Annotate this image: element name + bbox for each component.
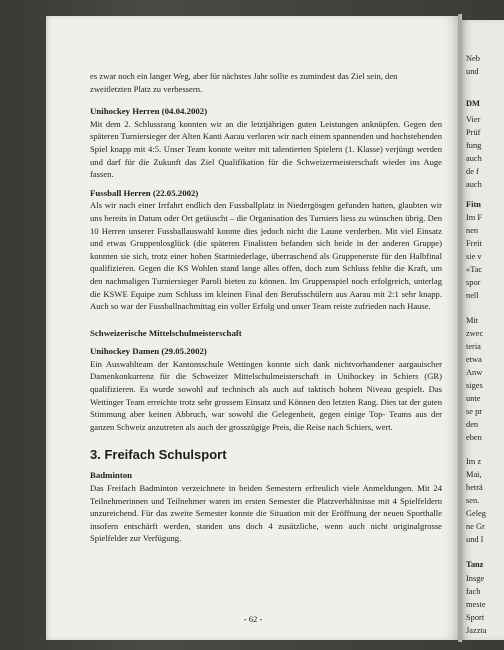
right-page-line: sie v <box>466 252 482 261</box>
right-page-line: ne Gr <box>466 522 485 531</box>
right-page-line: Anw <box>466 368 483 377</box>
right-page-line: Im z <box>466 457 482 466</box>
paragraph-unihockey-damen: Ein Auswahlteam der Kantonsschule Wettingen konnte sich dank nichtvorhandener aargauischer Damenkonkurrenz für die Schweizer Mittelschulmeisterschaft in Unihockey in Schiers (GR) qualifizieren. Es wurde sowohl auf technisch als auch auf taktisch hohem Niveau gespielt. Das Wettinger Team erreichte trotz sehr grossem Einsatz und Können den letzten Rang. Dies tat der guten Stimmung aber keinen Abbruch, war sowohl die Gelegenheit, gegen einige Top- Teams aus der ganzen Schweiz anzutreten als auch der grosszügige Preis, die Reise nach Schiers, wert. <box>90 358 442 432</box>
right-page-line: und <box>466 67 479 76</box>
chapter-heading: 3. Freifach Schulsport <box>90 447 227 463</box>
right-page-line: teria <box>466 342 481 351</box>
right-page-line: Im F <box>466 213 483 222</box>
section-heading-unihockey-herren: Unihockey Herren (04.04.2002) <box>90 106 208 117</box>
paragraph-unihockey-herren: Mit dem 2. Schlussrang konnten wir an die letztjährigen guten Leistungen anknüpfen. Gegen den späteren Turniersieger der Alten Kanti Aarau verloren wir nach einem spannenden und hochstehenden Spiel knapp mit 4:5. Unser Team konnte weiter mit talentierten Spielern (1. Klasse) verjüngt werden und darf für die Zukunft das Ziel Qualifikation für die Schweizermeisterschaft wieder ins Auge fassen. <box>90 118 442 180</box>
right-page-line: spor <box>466 278 481 287</box>
right-page-line: zwec <box>466 329 484 338</box>
intro-line-1: es zwar noch ein langer Weg, aber für nächstes Jahr sollte es zumindest das Ziel sein, den <box>90 71 398 81</box>
right-page-line: «Tac <box>466 265 483 274</box>
right-page-line: Jazzta <box>466 626 487 635</box>
right-page-line: Mai, <box>466 470 482 479</box>
right-page-line: unte <box>466 394 481 403</box>
intro-line-2: zweitletzten Platz zu verbessern. <box>90 83 203 94</box>
page-number: - 62 - <box>243 614 263 624</box>
right-page-line: meste <box>466 600 486 609</box>
page-content <box>90 70 442 545</box>
right-page-line: eben <box>466 433 482 442</box>
right-page-line: fach <box>466 587 481 596</box>
right-page-line: sen. <box>466 496 480 505</box>
right-page-line: auch <box>466 154 482 163</box>
right-page-line: Insge <box>466 574 485 583</box>
right-page-line: Mit <box>466 316 479 325</box>
right-page-line: siges <box>466 381 483 390</box>
right-page-line: den <box>466 420 479 429</box>
right-page-line: se pr <box>466 407 483 416</box>
left-page <box>46 16 460 640</box>
section-heading-fussball-herren: Fussball Herren (22.05.2002) <box>90 187 199 198</box>
right-page-line: auch <box>466 180 482 189</box>
right-page-line: Geleg <box>466 509 486 518</box>
right-page-line: nen <box>466 226 479 235</box>
right-page-line: fung <box>466 141 482 150</box>
right-page-line: Tanz <box>466 560 484 569</box>
section-heading-unihockey-damen: Unihockey Damen (29.05.2002) <box>90 346 207 357</box>
paragraph-badminton: Das Freifach Badminton verzeichnete in beiden Semestern erfreulich viele Anmeldungen. Mit 24 Teilnehmerinnen und Teilnehmer waren im ersten Semester die Platzverhältnisse mit 4 Spielfeldern unzureichend. Für das zweite Semester konnte die Situation mit der Eröffnung der neuen Sporthalle insofern entschärft werden, standen uns doch 4 zusätzliche, wenn auch nicht originalgrosse Spielfelder zur Verfügung. <box>90 483 442 544</box>
right-page-line: Vier <box>466 115 481 124</box>
right-page-line: Sport <box>466 613 485 622</box>
right-page-line: Prüf <box>466 128 481 137</box>
right-page-line: DM <box>466 99 480 108</box>
right-page-line: nell <box>466 291 479 300</box>
right-page-line: und I <box>466 535 484 544</box>
right-page-line: Neb <box>466 54 480 63</box>
right-page-line: Freit <box>466 239 482 248</box>
right-page-line: etwa <box>466 355 482 364</box>
section-heading-mittelschulmeisterschaft: Schweizerische Mittelschulmeisterschaft <box>90 327 242 338</box>
right-page-line: de f <box>466 167 479 176</box>
section-heading-badminton: Badminton <box>90 470 133 481</box>
right-page-line: beträ <box>466 483 483 492</box>
paragraph-fussball-herren: Als wir nach einer Irrfahrt endlich den Fussballplatz in Niedergösgen gefunden hatten, glaubten wir uns bereits in Datum oder Ort getäuscht – die Organisation des Turniers liess zu wünschen übrig. Den 10 Herren unserer Fussballauswahl konnte dies jedoch nicht die Laune verderben. Mit viel Einsatz und etwas Gruppenlosglück (die späteren Finalisten befanden sich beide in der anderen Gruppe) konnten sie sich, trotz einer hohen Startniederlage, überraschend als Gruppenerste für den Halbfinal qualifizieren. Gegen die KS Wohlen stand lange alles offen, doch zum Schluss fehlte die Kraft, um den nachmaligen Turniersieger Paroli bieten zu können. Im Gruppenspiel noch erfolgreich, unterlag die KSWE Equipe zum Schluss im kleinen Final den Berufsschülern aus Aarau mit 2:1 sehr knapp. Auch so war der Fussballnachmittag ein voller Erfolg und unser Team reiste zufrieden nach Hause. <box>90 200 442 312</box>
right-page <box>460 20 504 640</box>
right-page-line: Fitn <box>466 200 481 209</box>
